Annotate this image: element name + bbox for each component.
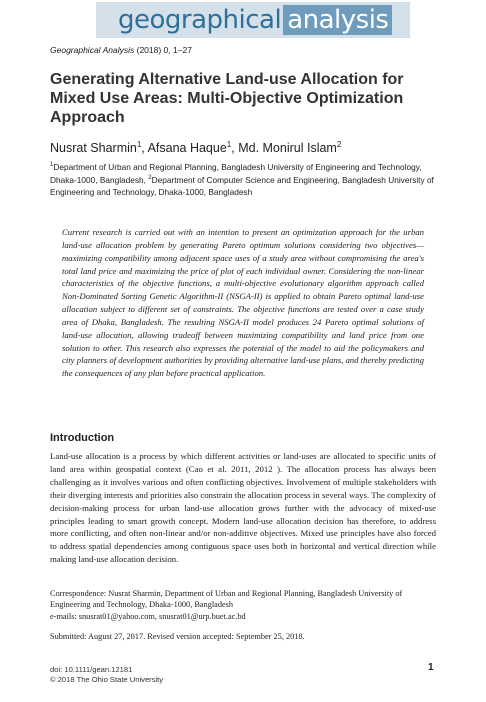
affiliations (50, 160, 445, 198)
doi: doi: 10.1111/gean.12181 (50, 665, 133, 674)
author-affiliation-mark: 1 (136, 140, 142, 149)
journal-citation (50, 45, 192, 55)
author-separator: , (141, 141, 148, 156)
correspondence-address: Correspondence: Nusrat Sharmin, Department of Urban and Regional Planning, Bangladesh University of Engineering and Technology, Dhaka-1000, Bangladesh (50, 589, 403, 610)
abstract: Current research is carried out with an intention to present an optimization approach for the urban land-use allocation problem by generating Pareto optimum solutions considering two objectives—maximizing compatibility among adjacent space uses of a study area without compromising the area's total land price and maximizing the price of plot of each individual owner. Considering the non-linear characteristics of the objective functions, a multi-objective evolutionary algorithm approach called Non-Dominated Sorting Genetic Algorithm-II (NSGA-II) is applied to obtain Pareto optimal land-use allocation subject to different set of constraints. The objective functions are tested over a case study area of Dhaka, Bangladesh. The resulting NSGA-II model produces 24 Pareto optimal solutions of land-use allocation, allowing tradeoff between maximizing compatibility and land price from one solution to other. This research also expresses the potential of the model to aid the policymakers and city planners of development authorities by providing alternative land-use plans, and thereby predicting the consequences of any plan before practical application. (62, 227, 424, 379)
section-body: Land-use allocation is a process by which different activities or land-uses are allocated to specific units of land area within geospatial context (Cao et al. 2011, 2012 ). The allocation process has always been challenging as it involves various and often conflicting objectives. Involvement of multiple stakeholders with their diverging interests and priorities also constrain the allocation process in several ways. The complexity of decision-making process for urban land-use allocation grows further with the advocacy of mixed-use principles leading to smart growth concept. Modern land-use allocation decision has therefore, to address more conflicting, and often non-linear and/or non-additive objectives. Mixed use principles have also forced to address spatial dependencies among contiguous space uses both in horizontal and vertical direction while making land-use allocation decision. (50, 451, 436, 565)
section-heading: Introduction (50, 432, 115, 444)
submission-dates: Submitted: August 27, 2017. Revised version accepted: September 25, 2018. (50, 632, 305, 641)
footer (50, 665, 163, 685)
affiliation-mark: 2 (148, 175, 152, 182)
journal-volume: (2018) 0, 1–27 (134, 45, 192, 55)
paper-title: Generating Alternative Land-use Allocation for Mixed Use Areas: Multi-Objective Optimization Approach (50, 71, 404, 126)
author-list (50, 140, 450, 155)
affiliation-mark: 1 (50, 162, 54, 168)
journal-banner-word1: geographical (118, 5, 282, 35)
journal-banner (96, 2, 410, 38)
correspondence (50, 588, 436, 622)
journal-banner-word2: analysis (283, 5, 392, 35)
page-number: 1 (428, 662, 434, 673)
journal-name: Geographical Analysis (50, 45, 135, 55)
author-name: Afsana Haque (147, 141, 227, 156)
copyright: © 2018 The Ohio State University (50, 675, 164, 684)
author-separator: , (231, 141, 239, 156)
author-name: Md. Monirul Islam (238, 141, 337, 156)
author-affiliation-mark: 2 (336, 140, 342, 149)
correspondence-emails: e-mails: snusrat01@yahoo.com, snusrat01@urp.buet.ac.bd (50, 611, 246, 621)
author-name: Nusrat Sharmin (50, 141, 137, 156)
affiliation-text: Department of Computer Science and Engineering, Bangladesh University of Engineering and Technology, Dhaka-1000, Bangladesh (50, 175, 434, 197)
affiliation-text: Department of Urban and Regional Planning, Bangladesh University of Engineering and Technology, Dhaka-1000, Bangladesh, (50, 161, 422, 186)
author-affiliation-mark: 1 (226, 140, 232, 149)
